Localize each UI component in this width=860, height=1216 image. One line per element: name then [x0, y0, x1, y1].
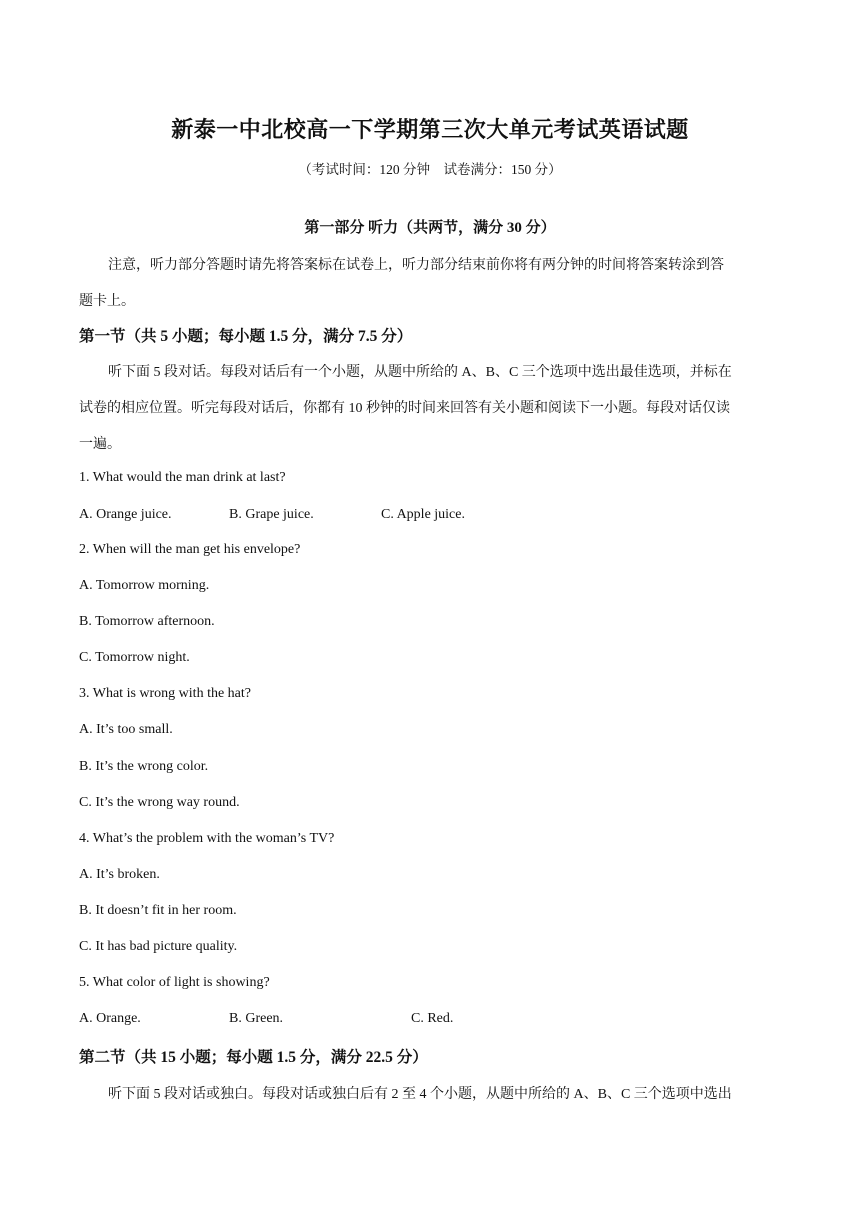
- question-2: 2. When will the man get his envelope?: [79, 542, 301, 557]
- q5-option-a: A. Orange.: [79, 1011, 141, 1026]
- q4-option-b: B. It doesn’t fit in her room.: [79, 903, 237, 918]
- q1-option-b: B. Grape juice.: [229, 507, 314, 522]
- section1-instr-line2: 试卷的相应位置。听完每段对话后，你都有 10 秒钟的时间来回答有关小题和阅读下一小题。每段对话仅读: [79, 401, 730, 416]
- q5-option-c: C. Red.: [411, 1011, 454, 1026]
- exam-title: 新泰一中北校高一下学期第三次大单元考试英语试题: [171, 117, 689, 142]
- q4-option-a: A. It’s broken.: [79, 867, 160, 882]
- question-3: 3. What is wrong with the hat?: [79, 686, 251, 701]
- q5-option-b: B. Green.: [229, 1011, 284, 1026]
- exam-subtitle: （考试时间：120 分钟 试卷满分：150 分）: [298, 162, 562, 177]
- section1-heading: 第一节（共 5 小题；每小题 1.5 分，满分 7.5 分）: [79, 328, 413, 345]
- question-4: 4. What’s the problem with the woman’s TV?: [79, 831, 335, 846]
- q1-option-a: A. Orange juice.: [79, 507, 172, 522]
- part1-note-line2: 题卡上。: [79, 294, 135, 309]
- q1-option-c: C. Apple juice.: [381, 507, 465, 522]
- section2-instr-line1: 听下面 5 段对话或独白。每段对话或独白后有 2 至 4 个小题，从题中所给的 A、B、C 三个选项中选出: [108, 1087, 732, 1102]
- q3-option-a: A. It’s too small.: [79, 722, 173, 737]
- section1-instr-line1: 听下面 5 段对话。每段对话后有一个小题，从题中所给的 A、B、C 三个选项中选出最佳选项，并标在: [108, 365, 732, 380]
- q4-option-c: C. It has bad picture quality.: [79, 939, 238, 954]
- q3-option-c: C. It’s the wrong way round.: [79, 795, 240, 810]
- question-5: 5. What color of light is showing?: [79, 975, 270, 990]
- section1-instr-line3: 一遍。: [79, 437, 121, 452]
- q2-option-a: A. Tomorrow morning.: [79, 578, 210, 593]
- q3-option-b: B. It’s the wrong color.: [79, 759, 209, 774]
- q2-option-c: C. Tomorrow night.: [79, 650, 190, 665]
- question-1: 1. What would the man drink at last?: [79, 470, 286, 485]
- part1-note-line1: 注意，听力部分答题时请先将答案标在试卷上，听力部分结束前你将有两分钟的时间将答案转涂到答: [108, 258, 724, 273]
- section2-heading: 第二节（共 15 小题；每小题 1.5 分，满分 22.5 分）: [79, 1049, 428, 1066]
- q2-option-b: B. Tomorrow afternoon.: [79, 614, 215, 629]
- part1-heading: 第一部分 听力（共两节，满分 30 分）: [304, 220, 556, 236]
